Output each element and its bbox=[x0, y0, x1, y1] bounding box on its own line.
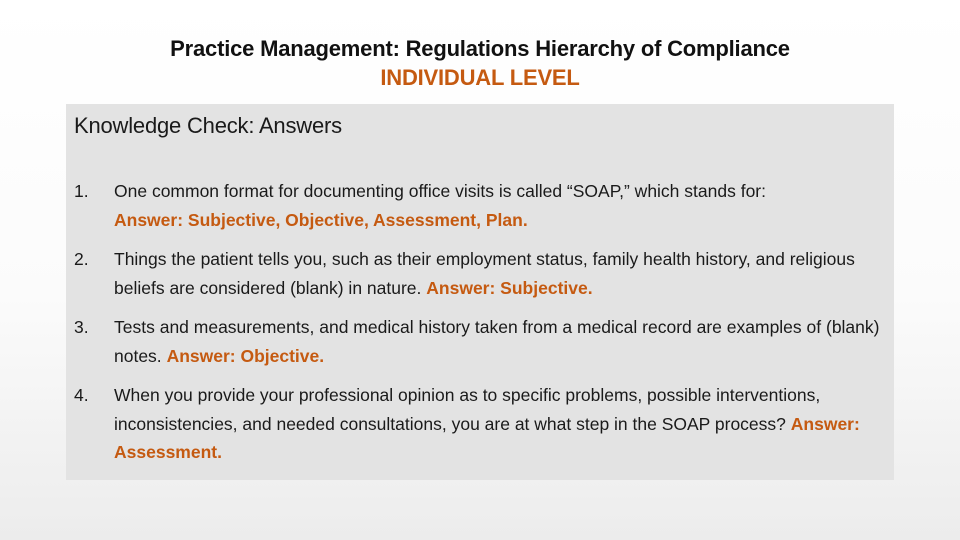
question-number: 4. bbox=[74, 385, 89, 405]
question-number: 1. bbox=[74, 181, 89, 201]
slide-title bbox=[0, 34, 960, 92]
page-title: Practice Management: Regulations Hierarchy of Compliance bbox=[170, 36, 790, 61]
question-number: 3. bbox=[74, 317, 89, 337]
answer-text: Answer: Objective. bbox=[166, 345, 325, 366]
page-subtitle: INDIVIDUAL LEVEL bbox=[380, 65, 580, 90]
question-1 bbox=[74, 177, 886, 234]
answer-text: Answer: Subjective. bbox=[426, 277, 593, 298]
answer-text: Answer: Assessment. bbox=[114, 413, 860, 462]
answer-text: Answer: Subjective, Objective, Assessment, Plan. bbox=[114, 209, 528, 230]
knowledge-check-box bbox=[66, 104, 894, 480]
question-3 bbox=[74, 313, 886, 370]
box-heading: Knowledge Check: Answers bbox=[74, 113, 342, 138]
question-text: One common format for documenting office visits is called “SOAP,” which stands for: bbox=[114, 181, 766, 201]
question-text: Things the patient tells you, such as their employment status, family health history, and religious beliefs are considered (blank) in nature. bbox=[114, 249, 855, 298]
question-text: When you provide your professional opinion as to specific problems, possible interventions, inconsistencies, and needed consultations, you are at what step in the SOAP process? bbox=[114, 385, 821, 434]
question-text: Tests and measurements, and medical history taken from a medical record are examples of (blank) notes. bbox=[114, 317, 880, 366]
question-4 bbox=[74, 381, 886, 467]
question-2 bbox=[74, 245, 886, 302]
question-number: 2. bbox=[74, 249, 89, 269]
